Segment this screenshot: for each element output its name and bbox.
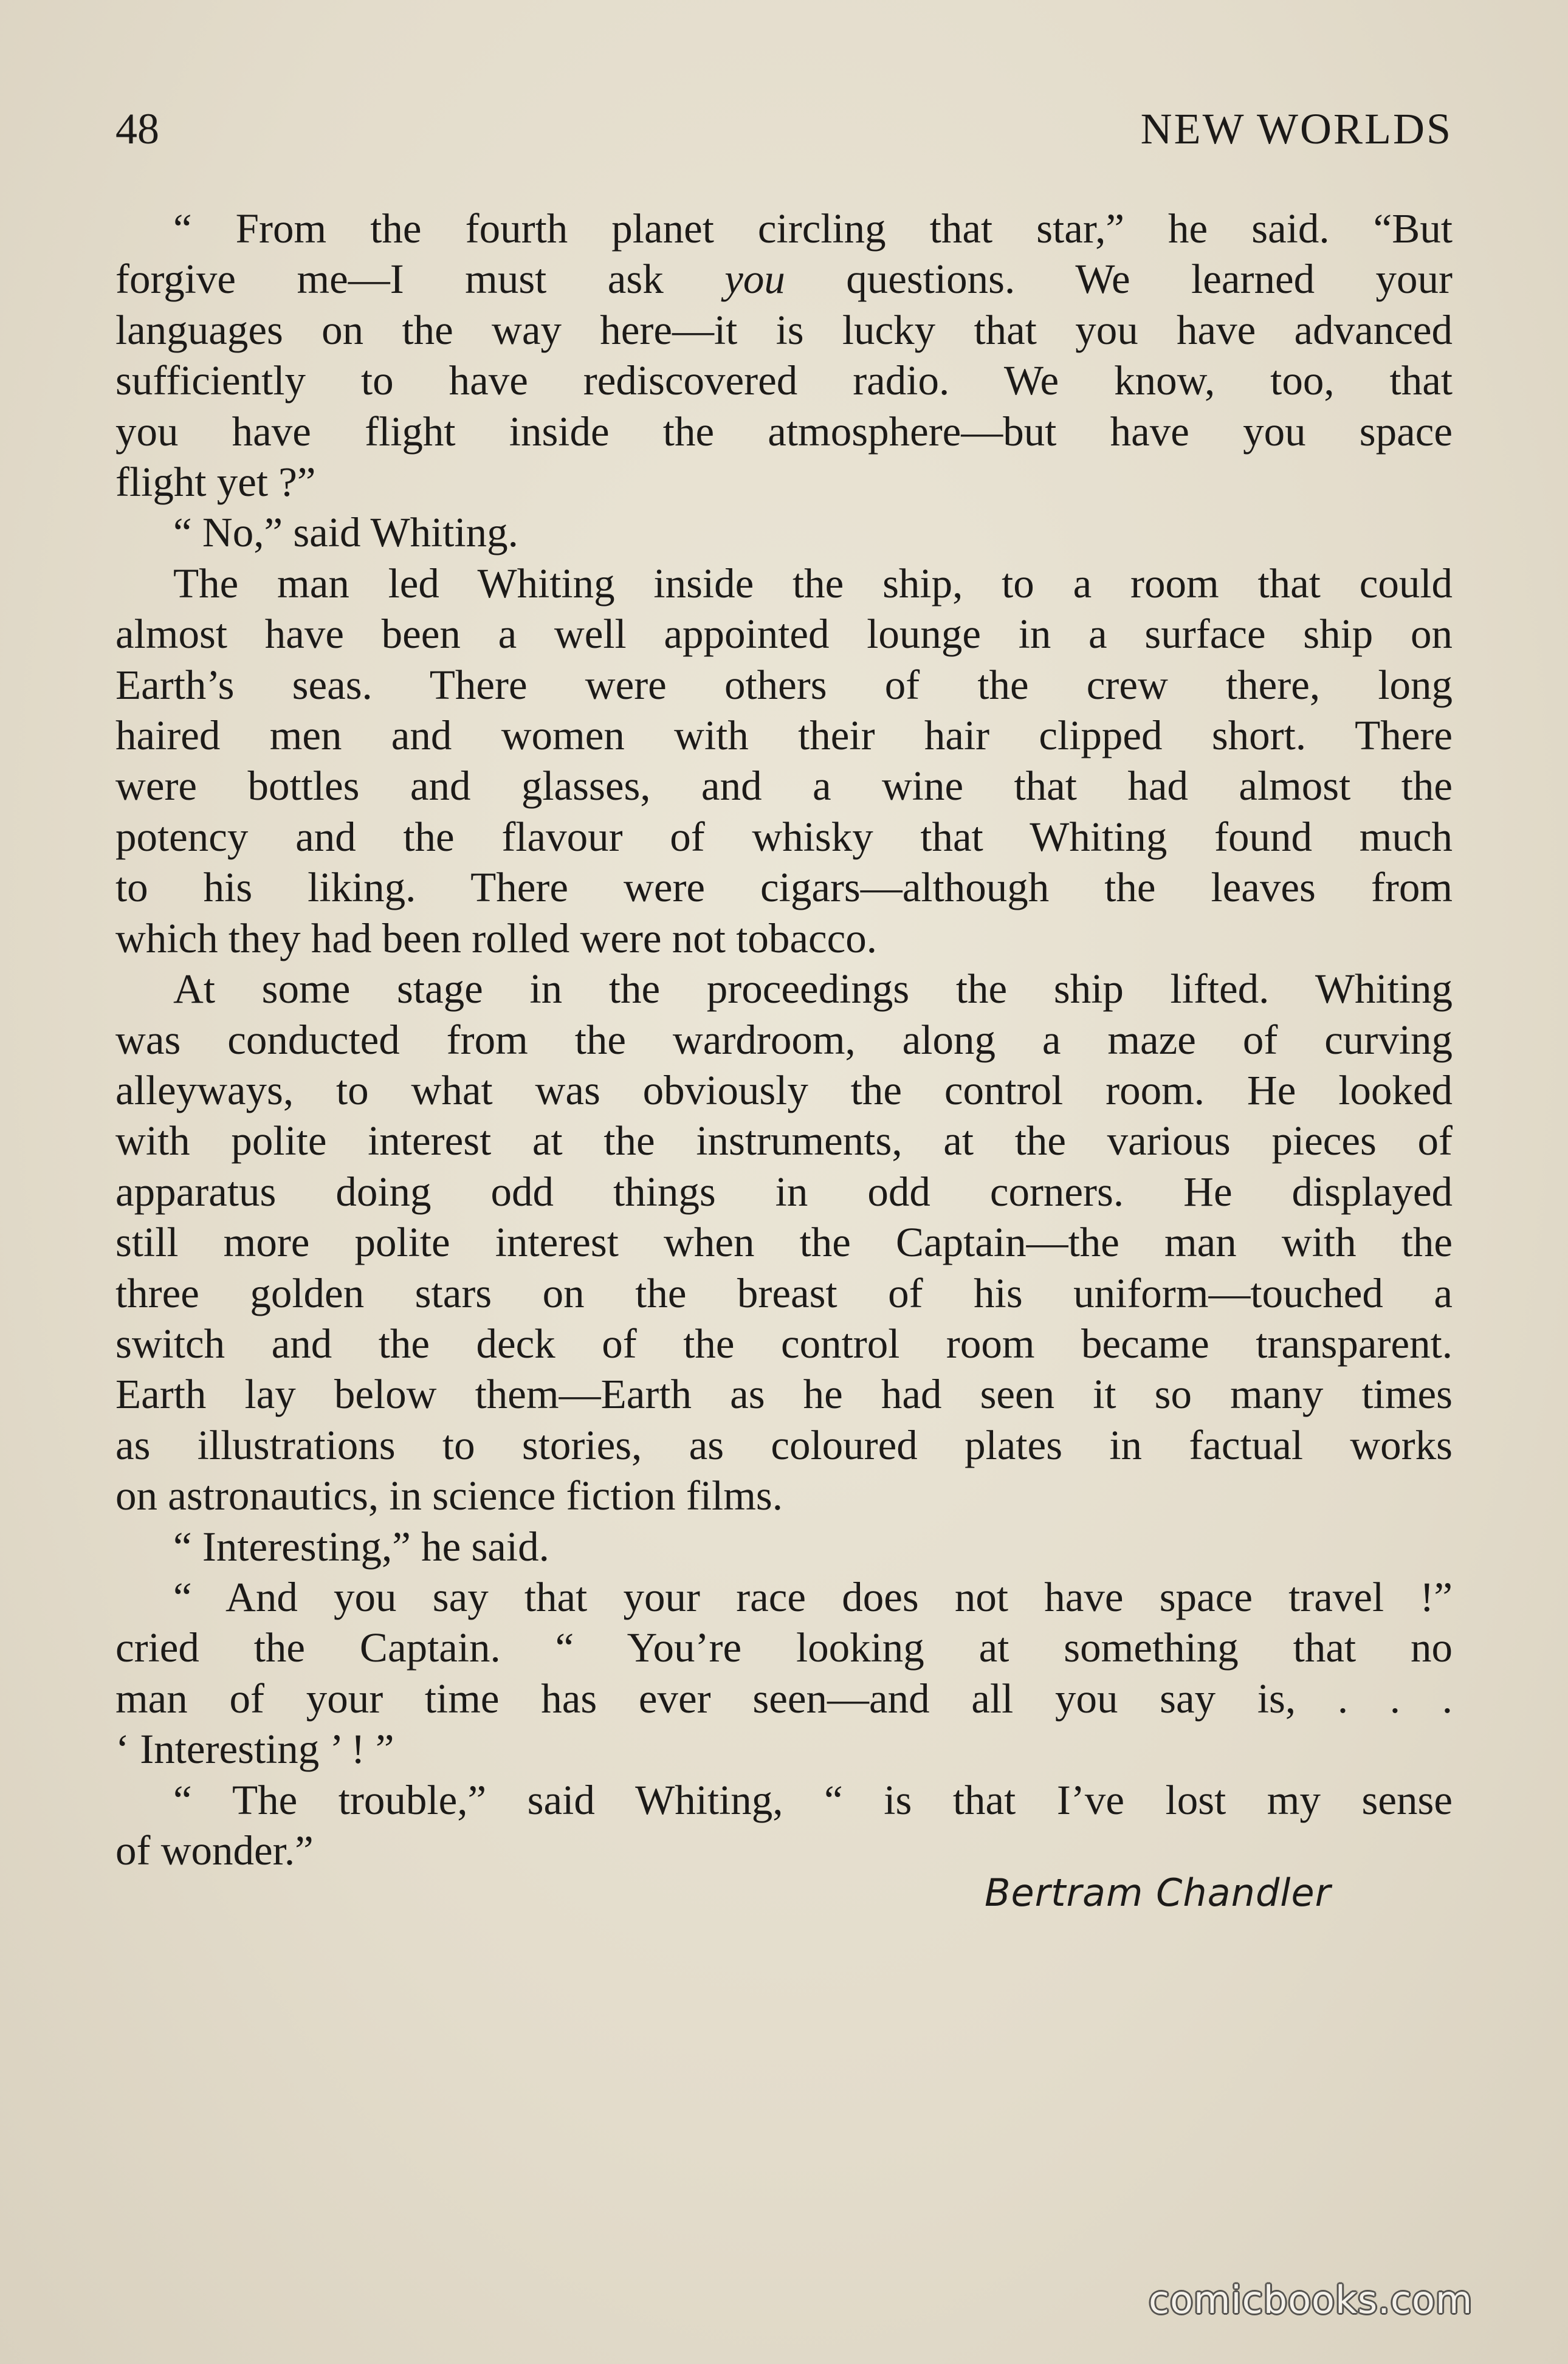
text-line: alleyways, to what was obviously the control room. He looked	[115, 1067, 1453, 1113]
paragraph	[115, 964, 1453, 1521]
paragraph	[115, 1572, 1453, 1775]
text-line: sufficiently to have rediscovered radio. We know, too, that	[115, 357, 1453, 404]
text-line: “ No,” said Whiting.	[173, 509, 518, 556]
running-head	[115, 100, 1453, 158]
paragraph	[115, 507, 1453, 558]
text-line: Earth lay below them—Earth as he had seen it so many times	[115, 1371, 1453, 1418]
text-line: you have flight inside the atmosphere—but have you space	[115, 408, 1453, 455]
text-line: “ The trouble,” said Whiting, “ is that I’ve lost my sense	[173, 1776, 1453, 1823]
paragraph	[115, 1775, 1453, 1877]
text-line: were bottles and glasses, and a wine that had almost the	[115, 763, 1453, 809]
text-line: cried the Captain. “ You’re looking at something that no	[115, 1624, 1453, 1671]
paragraph	[115, 558, 1453, 964]
text-line: almost have been a well appointed lounge in a surface ship on	[115, 611, 1453, 658]
story-text	[115, 204, 1453, 1876]
text-line: switch and the deck of the control room became transparent.	[115, 1320, 1453, 1367]
text-line: The man led Whiting inside the ship, to a room that could	[173, 560, 1453, 606]
text-line: “ Interesting,” he said.	[173, 1523, 549, 1570]
paragraph	[115, 1522, 1453, 1572]
text-line: “ From the fourth planet circling that star,” he said. “But	[173, 205, 1453, 252]
text-line: on astronautics, in science fiction films.	[115, 1472, 783, 1519]
text-line: “ And you say that your race does not have space travel !”	[173, 1573, 1453, 1620]
text-line: still more polite interest when the Captain—the man with the	[115, 1219, 1453, 1266]
watermark: comicbooks.com	[1149, 2278, 1473, 2322]
text-line: man of your time has ever seen—and all you say is, . . .	[115, 1675, 1453, 1722]
text-line: flight yet ?”	[115, 459, 316, 506]
text-line: At some stage in the proceedings the ship lifted. Whiting	[173, 966, 1453, 1012]
text-line: to his liking. There were cigars—although the leaves from	[115, 864, 1453, 911]
page-number: 48	[115, 105, 159, 153]
text-line: Earth’s seas. There were others of the crew there, long	[115, 661, 1453, 708]
text-line: languages on the way here—it is lucky that you have advanced	[115, 306, 1453, 353]
text-line: which they had been rolled were not tobacco.	[115, 915, 878, 961]
text-line: apparatus doing odd things in odd corners. He displayed	[115, 1168, 1453, 1215]
journal-title: NEW WORLDS	[1140, 105, 1453, 153]
author-byline: Bertram Chandler	[985, 1871, 1332, 1915]
text-line: as illustrations to stories, as coloured plates in factual works	[115, 1421, 1453, 1468]
text-line: three golden stars on the breast of his uniform—touched a	[115, 1270, 1453, 1316]
text-line: potency and the flavour of whisky that Whiting found much	[115, 813, 1453, 860]
paragraph	[115, 204, 1453, 507]
text-line: haired men and women with their hair clipped short. There	[115, 712, 1453, 759]
text-line: forgive me—I must ask you questions. We learned your	[115, 256, 1453, 303]
emphasis: you	[724, 256, 785, 303]
text-line: with polite interest at the instruments, at the various pieces of	[115, 1118, 1453, 1164]
text-line: was conducted from the wardroom, along a maze of curving	[115, 1016, 1453, 1063]
text-line: ‘ Interesting ’ ! ”	[115, 1726, 394, 1773]
text-line: of wonder.”	[115, 1827, 314, 1874]
